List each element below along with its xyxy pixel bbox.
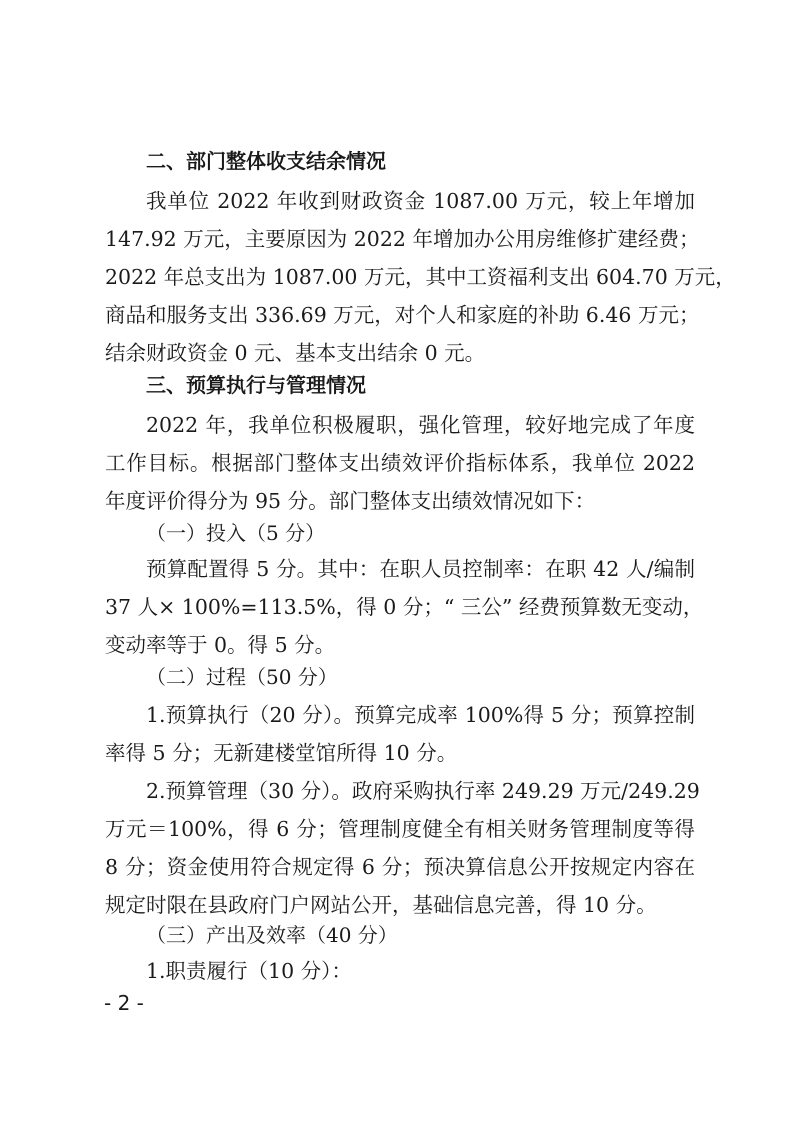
paragraph-line: 年度评价得分为 95 分。部门整体支出绩效情况如下： xyxy=(105,489,596,513)
paragraph-line: 规定时限在县政府门户网站公开，基础信息完善，得 10 分。 xyxy=(105,893,657,917)
paragraph-line: 商品和服务支出 336.69 万元，对个人和家庭的补助 6.46 万元； xyxy=(105,303,700,327)
page-number: - 2 - xyxy=(104,991,144,1015)
paragraph-line: 预算配置得 5 分。其中：在职人员控制率：在职 42 人/编制 xyxy=(146,557,695,581)
subsection-heading: （二）过程（50 分） xyxy=(146,665,338,689)
paragraph-line: 2022 年，我单位积极履职，强化管理，较好地完成了年度 xyxy=(146,413,695,437)
paragraph-line: 1.预算执行（20 分）。预算完成率 100%得 5 分；预算控制 xyxy=(146,703,695,727)
paragraph-line: 变动率等于 0。得 5 分。 xyxy=(105,633,336,657)
paragraph-line: 1.职责履行（10 分）： xyxy=(146,959,352,983)
paragraph-line: 8 分；资金使用符合规定得 6 分；预决算信息公开按规定内容在 xyxy=(105,855,695,879)
paragraph-line: 147.92 万元，主要原因为 2022 年增加办公用房维修扩建经费； xyxy=(105,227,700,251)
paragraph-line: 工作目标。根据部门整体支出绩效评价指标体系，我单位 2022 xyxy=(105,451,695,475)
paragraph-line: 我单位 2022 年收到财政资金 1087.00 万元，较上年增加 xyxy=(146,189,695,213)
paragraph-line: 2.预算管理（30 分）。政府采购执行率 249.29 万元/249.29 xyxy=(146,779,700,803)
paragraph-line: 率得 5 分；无新建楼堂馆所得 10 分。 xyxy=(105,741,458,765)
paragraph-line: 万元＝100%，得 6 分；管理制度健全有相关财务管理制度等得 xyxy=(105,817,695,841)
paragraph-line: 37 人× 100%=113.5%，得 0 分；“ 三公” 经费预算数无变动， xyxy=(105,595,704,619)
paragraph-line: 结余财政资金 0 元、基本支出结余 0 元。 xyxy=(105,341,486,365)
subsection-heading: （一）投入（5 分） xyxy=(146,521,326,545)
section-2-heading: 二、部门整体收支结余情况 xyxy=(146,149,386,173)
section-3-heading: 三、预算执行与管理情况 xyxy=(146,373,366,397)
paragraph-line: 2022 年总支出为 1087.00 万元，其中工资福利支出 604.70 万元， xyxy=(105,265,736,289)
subsection-heading: （三）产出及效率（40 分） xyxy=(146,923,398,947)
